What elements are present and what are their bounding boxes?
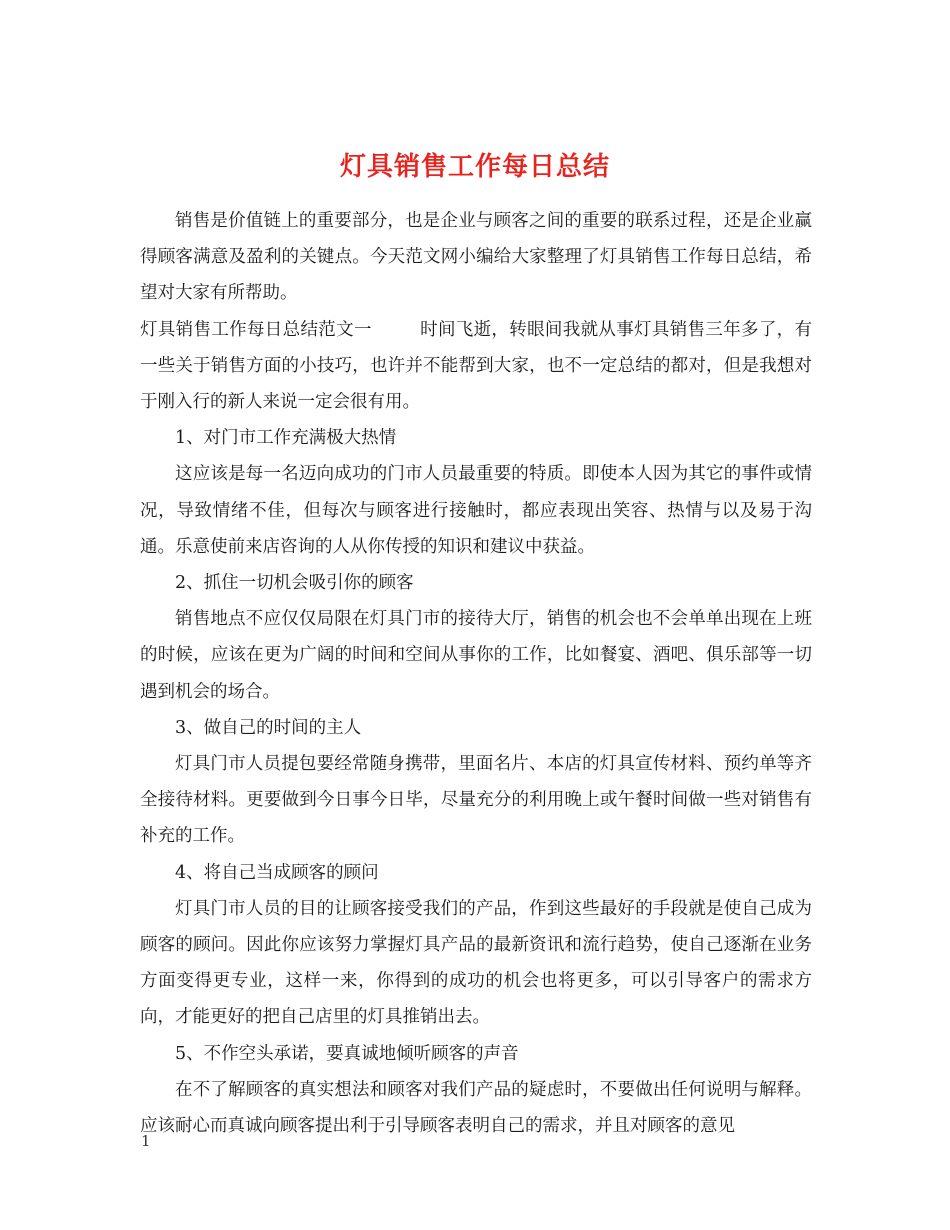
sample-paragraph	[140, 312, 812, 421]
section-text-3: 灯具门市人员提包要经常随身携带，里面名片、本店的灯具宣传材料、预约单等齐全接待材料。更要做到今日事今日毕，尽量充分的利用晚上或午餐时间做一些对销售有补充的工作。	[140, 754, 812, 847]
section-heading-4: 4、将自己当成顾客的顾问	[175, 862, 379, 883]
section-heading-5: 5、不作空头承诺，要真诚地倾听顾客的声音	[175, 1043, 519, 1064]
sample-label: 灯具销售工作每日总结范文一	[140, 319, 372, 340]
section-heading-1: 1、对门市工作充满极大热情	[175, 428, 397, 449]
section-text-1: 这应该是每一名迈向成功的门市人员最重要的特质。即使本人因为其它的事件或情况，导致情绪不佳，但每次与顾客进行接触时，都应表现出笑容、热情与以及易于沟通。乐意使前来店咨询的人从你传授的知识和建议中获益。	[140, 464, 812, 557]
document-title: 灯具销售工作每日总结	[339, 152, 610, 183]
intro-paragraph: 销售是价值链上的重要部分，也是企业与顾客之间的重要的联系过程，还是企业赢得顾客满意及盈利的关键点。今天范文网小编给大家整理了灯具销售工作每日总结，希望对大家有所帮助。	[140, 211, 812, 304]
section-text-5: 在不了解顾客的真实想法和顾客对我们产品的疑虑时，不要做出任何说明与解释。应该耐心而真诚向顾客提出利于引导顾客表明自己的需求，并且对顾客的意见	[140, 1079, 812, 1137]
section-text-4: 灯具门市人员的目的让顾客接受我们的产品，作到这些最好的手段就是使自己成为顾客的顾问。因此你应该努力掌握灯具产品的最新资讯和流行趋势，使自己逐渐在业务方面变得更专业，这样一来，你得到的成功的机会也将更多，可以引导客户的需求方向，才能更好的把自己店里的灯具推销出去。	[140, 898, 812, 1028]
document-body	[140, 203, 812, 1144]
section-heading-3: 3、做自己的时间的主人	[175, 717, 362, 738]
sample-opening: 时间飞逝，转眼间我就从事灯具销售三年多了，有一些关于销售方面的小技巧，也许并不能帮到大家，也不一定总结的都对，但是我想对于刚入行的新人来说一定会很有用。	[140, 319, 813, 413]
page-number: 1	[141, 1132, 151, 1150]
section-heading-2: 2、抓住一切机会吸引你的顾客	[175, 573, 414, 594]
section-text-2: 销售地点不应仅仅局限在灯具门市的接待大厅，销售的机会也不会单单出现在上班的时候，应该在更为广阔的时间和空间从事你的工作，比如餐宴、酒吧、俱乐部等一切遇到机会的场合。	[140, 609, 812, 702]
